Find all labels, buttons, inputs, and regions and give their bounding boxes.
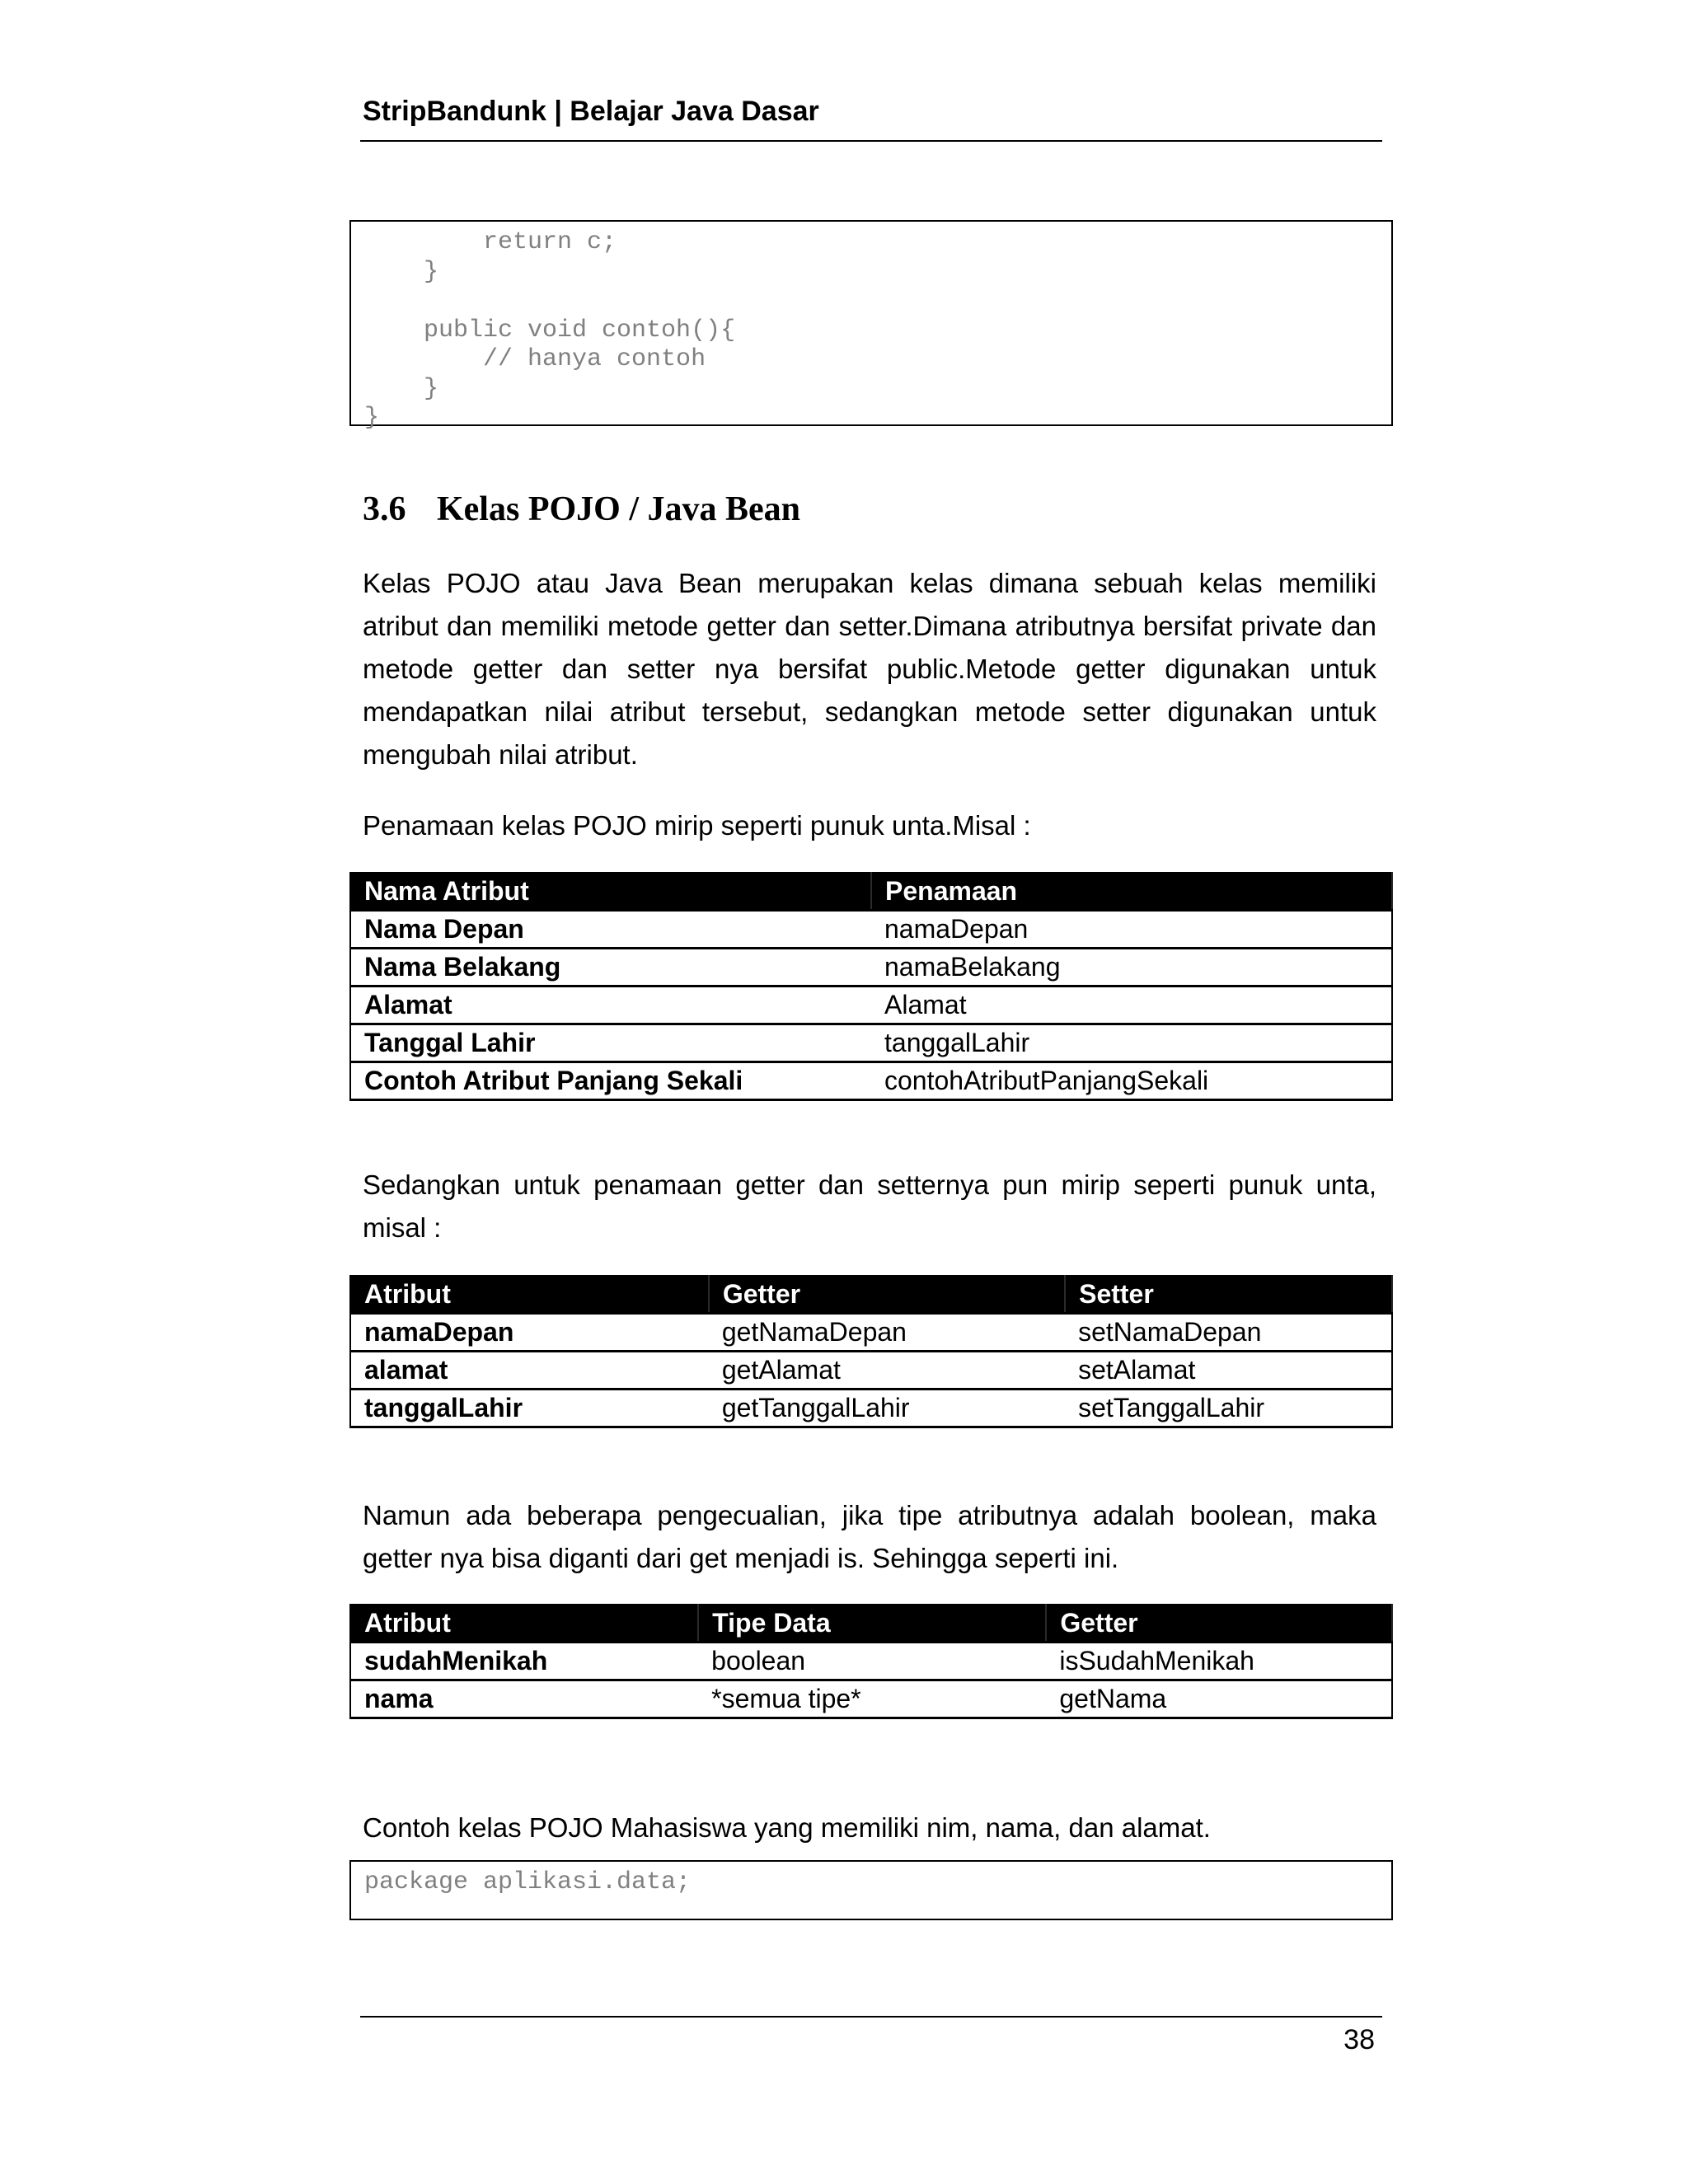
paragraph-boolean-note: Namun ada beberapa pengecualian, jika tipe atributnya adalah boolean, maka getter nya bisa diganti dari get menjadi is. Sehingga seperti ini. [363,1500,1376,1573]
table-header-cell: Getter [1046,1605,1392,1643]
getter-setter-table [349,1275,1393,1428]
table-cell: getTanggalLahir [709,1390,1065,1427]
table-cell: nama [350,1680,698,1718]
table-header-cell: Atribut [350,1276,709,1314]
table-cell: namaDepan [871,911,1392,949]
table-header-cell: Penamaan [871,873,1392,911]
paragraph-intro: Kelas POJO atau Java Bean merupakan kelas dimana sebuah kelas memiliki atribut dan memiliki metode getter dan setter.Dimana atributnya bersifat private dan metode getter dan setter nya bersifat public.Metode getter digunakan untuk mendapatkan nilai atribut tersebut, sedangkan metode setter digunakan untuk mengubah nilai atribut. [363,568,1376,770]
table-row [350,1643,1392,1680]
table-cell: *semua tipe* [698,1680,1046,1718]
section-number: 3.6 [363,490,406,528]
code-line: } [364,257,439,286]
table-row [350,1062,1392,1100]
table-row [350,1680,1392,1718]
table-row [350,1390,1392,1427]
table-row [350,1352,1392,1390]
table-header-cell: Setter [1065,1276,1392,1314]
table-cell: Alamat [350,987,871,1024]
table-cell: namaBelakang [871,949,1392,987]
code-line: return c; [364,228,617,256]
paragraph-naming: Penamaan kelas POJO mirip seperti punuk unta.Misal : [363,810,1031,841]
code-line [364,287,1378,316]
table-cell: getNamaDepan [709,1314,1065,1352]
code-block-top [349,220,1393,432]
table-header-cell: Tipe Data [698,1605,1046,1643]
table-cell: getAlamat [709,1352,1065,1390]
table-cell: setNamaDepan [1065,1314,1392,1352]
table-cell: namaDepan [350,1314,709,1352]
table-cell: setTanggalLahir [1065,1390,1392,1427]
table-header-cell: Atribut [350,1605,698,1643]
table-cell: tanggalLahir [350,1390,709,1427]
table-header-row [350,1605,1392,1643]
code-line: } [364,374,439,403]
table-cell: Nama Belakang [350,949,871,987]
table-cell: contohAtributPanjangSekali [871,1062,1392,1100]
table-cell: boolean [698,1643,1046,1680]
table-header-cell: Nama Atribut [350,873,871,911]
table-row [350,1314,1392,1352]
table-row [350,949,1392,987]
table-cell: Tanggal Lahir [350,1024,871,1062]
section-heading [363,490,800,529]
code-block-bottom [349,1860,1393,1920]
boolean-getter-table [349,1604,1393,1719]
table-header-cell: Getter [709,1276,1065,1314]
code-line: } [364,404,380,432]
table-cell: Contoh Atribut Panjang Sekali [350,1062,871,1100]
table-cell: tanggalLahir [871,1024,1392,1062]
table-cell: isSudahMenikah [1046,1643,1392,1680]
table-row [350,1024,1392,1062]
code-line: public void contoh(){ [364,316,736,344]
naming-table [349,872,1393,1101]
table-header-row [350,873,1392,911]
table-cell: sudahMenikah [350,1643,698,1680]
table-cell: getNama [1046,1680,1392,1718]
table-cell: setAlamat [1065,1352,1392,1390]
code-line: // hanya contoh [364,345,706,373]
page-number: 38 [1343,2024,1375,2055]
table-cell: alamat [350,1352,709,1390]
section-title: Kelas POJO / Java Bean [437,490,800,528]
running-header: StripBandunk | Belajar Java Dasar [363,96,819,127]
header-divider [360,140,1382,142]
code-line: package aplikasi.data; [364,1868,692,1896]
table-header-row [350,1276,1392,1314]
table-row [350,987,1392,1024]
paragraph-example: Contoh kelas POJO Mahasiswa yang memiliki nim, nama, dan alamat. [363,1812,1211,1843]
footer-divider [360,2016,1382,2018]
table-cell: Nama Depan [350,911,871,949]
paragraph-getter-setter: Sedangkan untuk penamaan getter dan setternya pun mirip seperti punuk unta, misal : [363,1169,1376,1243]
table-cell: Alamat [871,987,1392,1024]
table-row [350,911,1392,949]
